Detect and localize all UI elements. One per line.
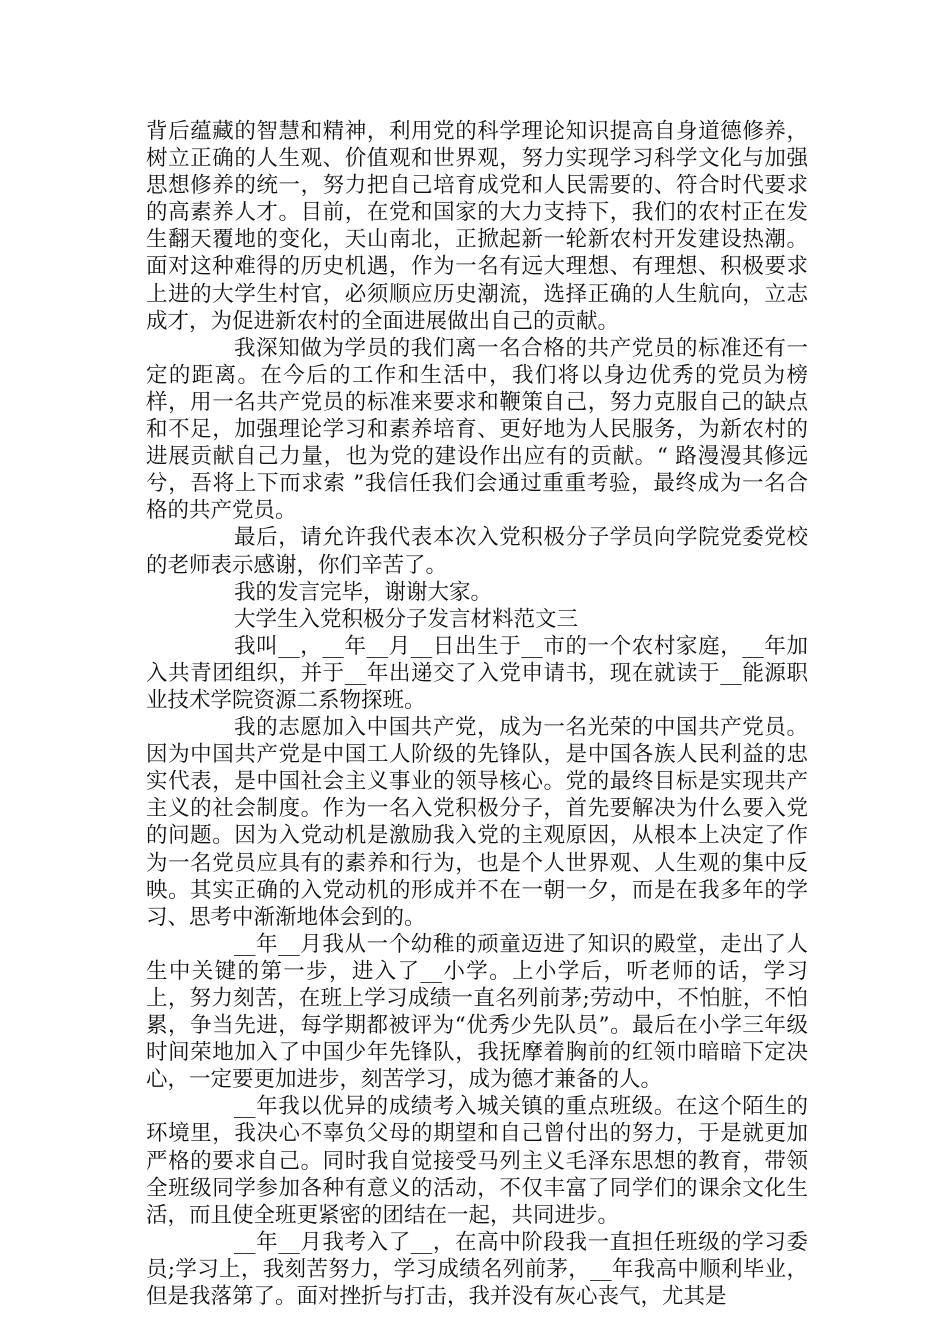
paragraph-9: __年我以优异的成绩考入城关镇的重点班级。在这个陌生的环境里，我决心不辜负父母的期望和自己曾付出的努力，于是就更加严格的要求自己。同时我自觉接受马列主义毛泽东思想的教育，带领全班级同学参加各种有意义的活动，不仅丰富了同学们的课余文化生活，而且使全班更紧密的团结在一起，共同进步。: [146, 1094, 808, 1228]
paragraph-10: __年__月我考入了__，在高中阶段我一直担任班级的学习委员;学习上，我刻苦努力，学习成绩名列前茅，__年我高中顺利毕业，但是我落第了。面对挫折与打击，我并没有灰心丧气，尤其是: [146, 1229, 808, 1310]
document-body: [146, 118, 808, 1310]
paragraph-6: 我叫__，__年__月__日出生于__市的一个农村家庭，__年加入共青团组织，并于__年出递交了入党申请书，现在就读于__能源职业技术学院资源二系物探班。: [146, 633, 808, 713]
paragraph-7: 我的志愿加入中国共产党，成为一名光荣的中国共产党员。因为中国共产党是中国工人阶级的先锋队，是中国各族人民利益的忠实代表，是中国社会主义事业的领导核心。党的最终目标是实现共产主义的社会制度。作为一名入党积极分子，首先要解决为什么要入党的问题。因为入党动机是激励我入党的主观原因，从根本上决定了作为一名党员应具有的素养和行为，也是个人世界观、人生观的集中反映。其实正确的入党动机的形成并不在一朝一夕，而是在我多年的学习、思考中渐渐地体会到的。: [146, 715, 808, 930]
paragraph-1: 背后蕴藏的智慧和精神，利用党的科学理论知识提高自身道德修养，树立正确的人生观、价值观和世界观，努力实现学习科学文化与加强思想修养的统一，努力把自己培育成党和人民需要的、符合时代要求的高素养人才。目前，在党和国家的大力支持下，我们的农村正在发生翻天覆地的变化，天山南北，正掀起新一轮新农村开发建设热潮。面对这种难得的历史机遇，作为一名有远大理想、有理想、积极要求上进的大学生村官，必须顺应历史潮流，选择正确的人生航向，立志成才，为促进新农村的全面进展做出自己的贡献。: [146, 119, 808, 334]
paragraph-4: 我的发言完毕，谢谢大家。: [234, 579, 493, 605]
paragraph-2: 我深知做为学员的我们离一名合格的共产党员的标准还有一定的距离。在今后的工作和生活中，我们将以身边优秀的党员为榜样，用一名共产党员的标准来要求和鞭策自己，努力克服自己的缺点和不足，加强理论学习和素养培育、更好地为人民服务，为新农村的进展贡献自己力量，也为党的建设作出应有的贡献。“ 路漫漫其修远兮，吾将上下而求索 ”我信任我们会通过重重考验，最终成为一名合格的共产党员。: [146, 335, 808, 524]
paragraph-8: __年__月我从一个幼稚的顽童迈进了知识的殿堂，走出了人生中关键的第一步，进入了__小学。上小学后，听老师的话，学习上，努力刻苦，在班上学习成绩一直名列前茅;劳动中，不怕脏，不怕累，争当先进，每学期都被评为“优秀少先队员”。最后在小学三年级时间荣地加入了中国少年先锋队，我抚摩着胸前的红领巾暗暗下定决心，一定要更加进步，刻苦学习，成为德才兼备的人。: [146, 931, 808, 1093]
paragraph-3: 最后，请允许我代表本次入党积极分子学员向学院党委党校的老师表示感谢，你们辛苦了。: [146, 525, 808, 578]
section-heading: 大学生入党积极分子发言材料范文三: [234, 606, 579, 632]
